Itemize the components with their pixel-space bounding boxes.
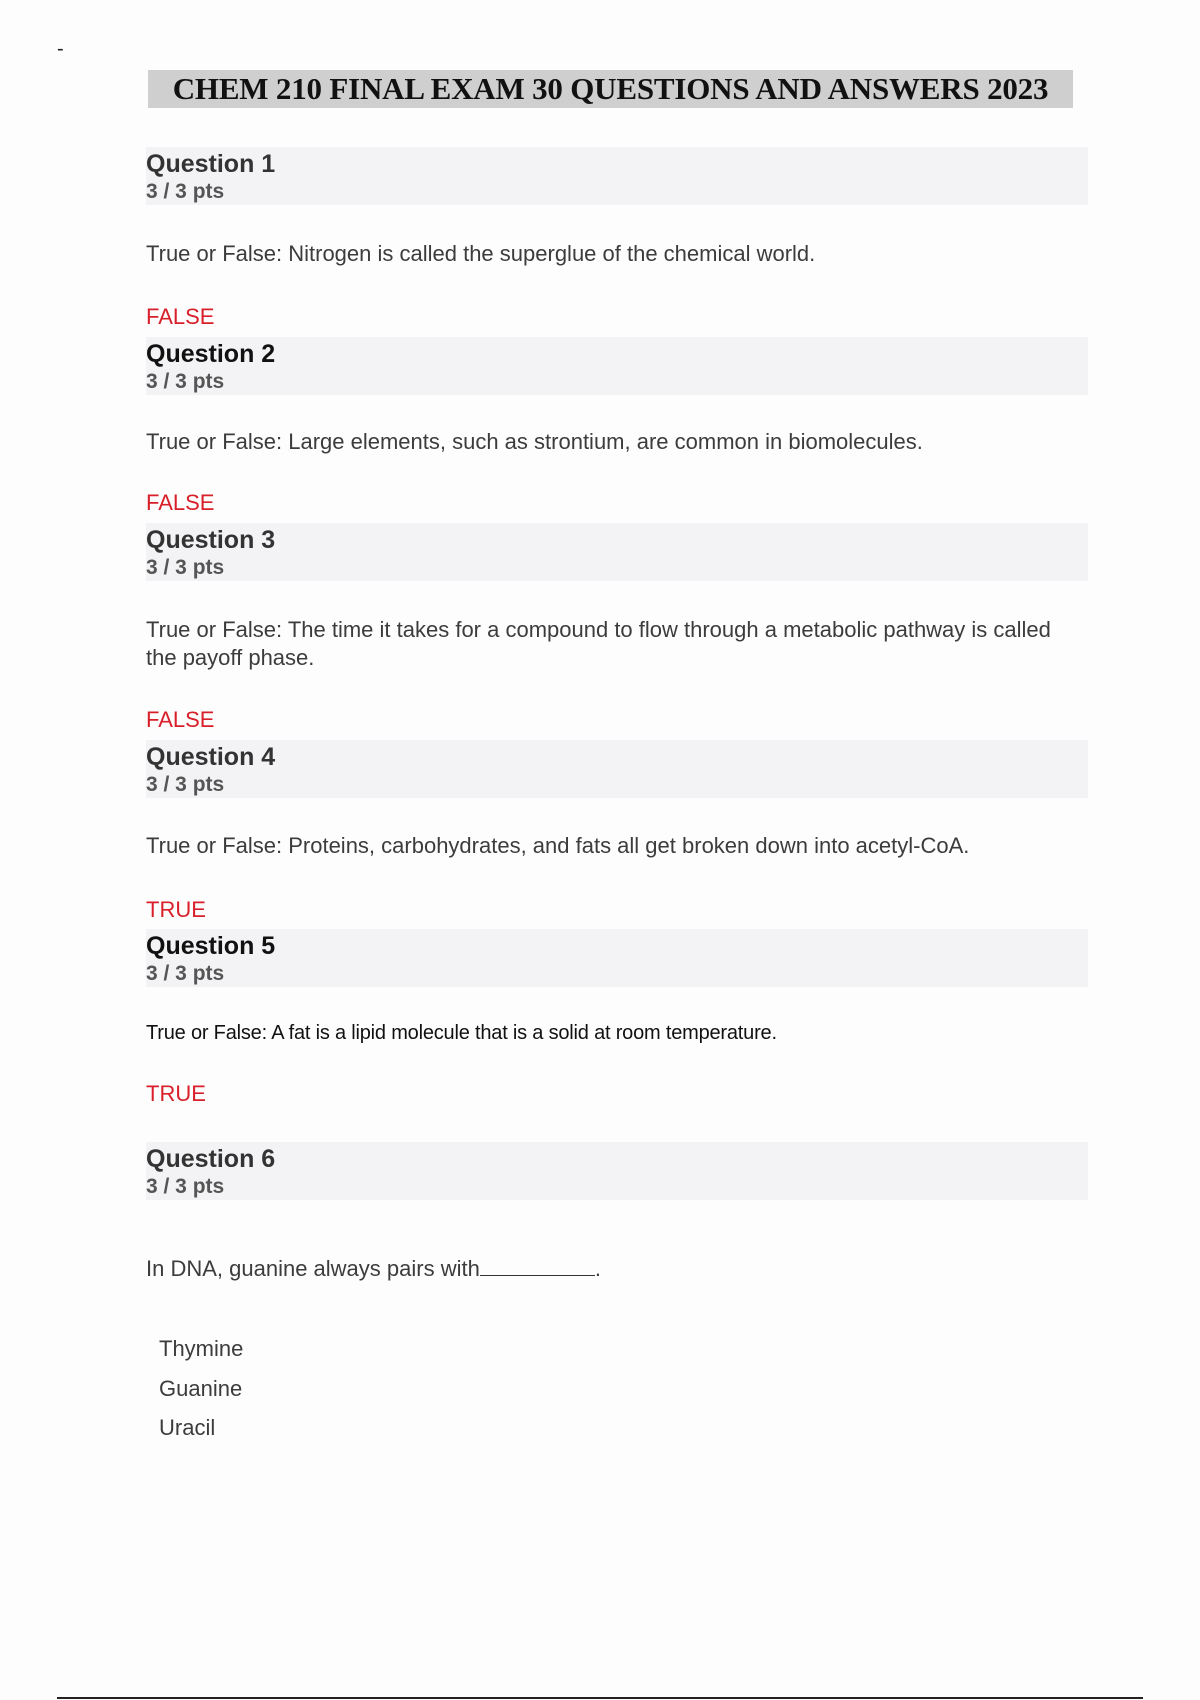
question-header <box>146 147 1088 205</box>
question-title: Question 2 <box>146 340 276 368</box>
question-text: True or False: Large elements, such as strontium, are common in biomolecules. <box>146 429 923 454</box>
question-points: 3 / 3 pts <box>146 773 225 796</box>
question-text <box>146 1253 1086 1283</box>
answer-option[interactable]: Uracil <box>159 1415 216 1440</box>
question-text-before: In DNA, guanine always pairs with <box>146 1256 480 1281</box>
fill-in-blank <box>480 1253 595 1276</box>
answer-label: TRUE <box>146 897 206 922</box>
question-title: Question 5 <box>146 932 276 960</box>
question-points: 3 / 3 pts <box>146 556 225 579</box>
question-header <box>146 337 1088 395</box>
question-header <box>146 929 1088 987</box>
question-text: True or False: The time it takes for a compound to flow through a metabolic pathway is called the payoff phase. <box>146 617 1051 670</box>
question-title: Question 3 <box>146 526 276 554</box>
question-header <box>146 1142 1088 1200</box>
page-mark: - <box>57 38 64 60</box>
answer-label: FALSE <box>146 490 215 515</box>
question-points: 3 / 3 pts <box>146 962 225 985</box>
question-points: 3 / 3 pts <box>146 370 225 393</box>
question-header <box>146 740 1088 798</box>
question-text-after: . <box>594 1256 601 1281</box>
question-points: 3 / 3 pts <box>146 180 225 203</box>
footer-rule <box>57 1697 1143 1699</box>
document-title: CHEM 210 FINAL EXAM 30 QUESTIONS AND ANSWERS 2023 <box>148 70 1073 108</box>
question-title: Question 6 <box>146 1145 276 1173</box>
answer-option[interactable]: Guanine <box>159 1376 243 1401</box>
question-text: True or False: Nitrogen is called the superglue of the chemical world. <box>146 241 816 266</box>
answer-option[interactable]: Thymine <box>159 1336 244 1361</box>
question-title: Question 1 <box>146 150 276 178</box>
question-text: True or False: Proteins, carbohydrates, and fats all get broken down into acetyl-CoA. <box>146 833 970 858</box>
question-header <box>146 523 1088 581</box>
answer-label: FALSE <box>146 707 215 732</box>
answer-label: TRUE <box>146 1081 206 1106</box>
question-points: 3 / 3 pts <box>146 1175 225 1198</box>
question-text: True or False: A fat is a lipid molecule that is a solid at room temperature. <box>146 1022 777 1044</box>
question-title: Question 4 <box>146 743 276 771</box>
answer-label: FALSE <box>146 304 215 329</box>
